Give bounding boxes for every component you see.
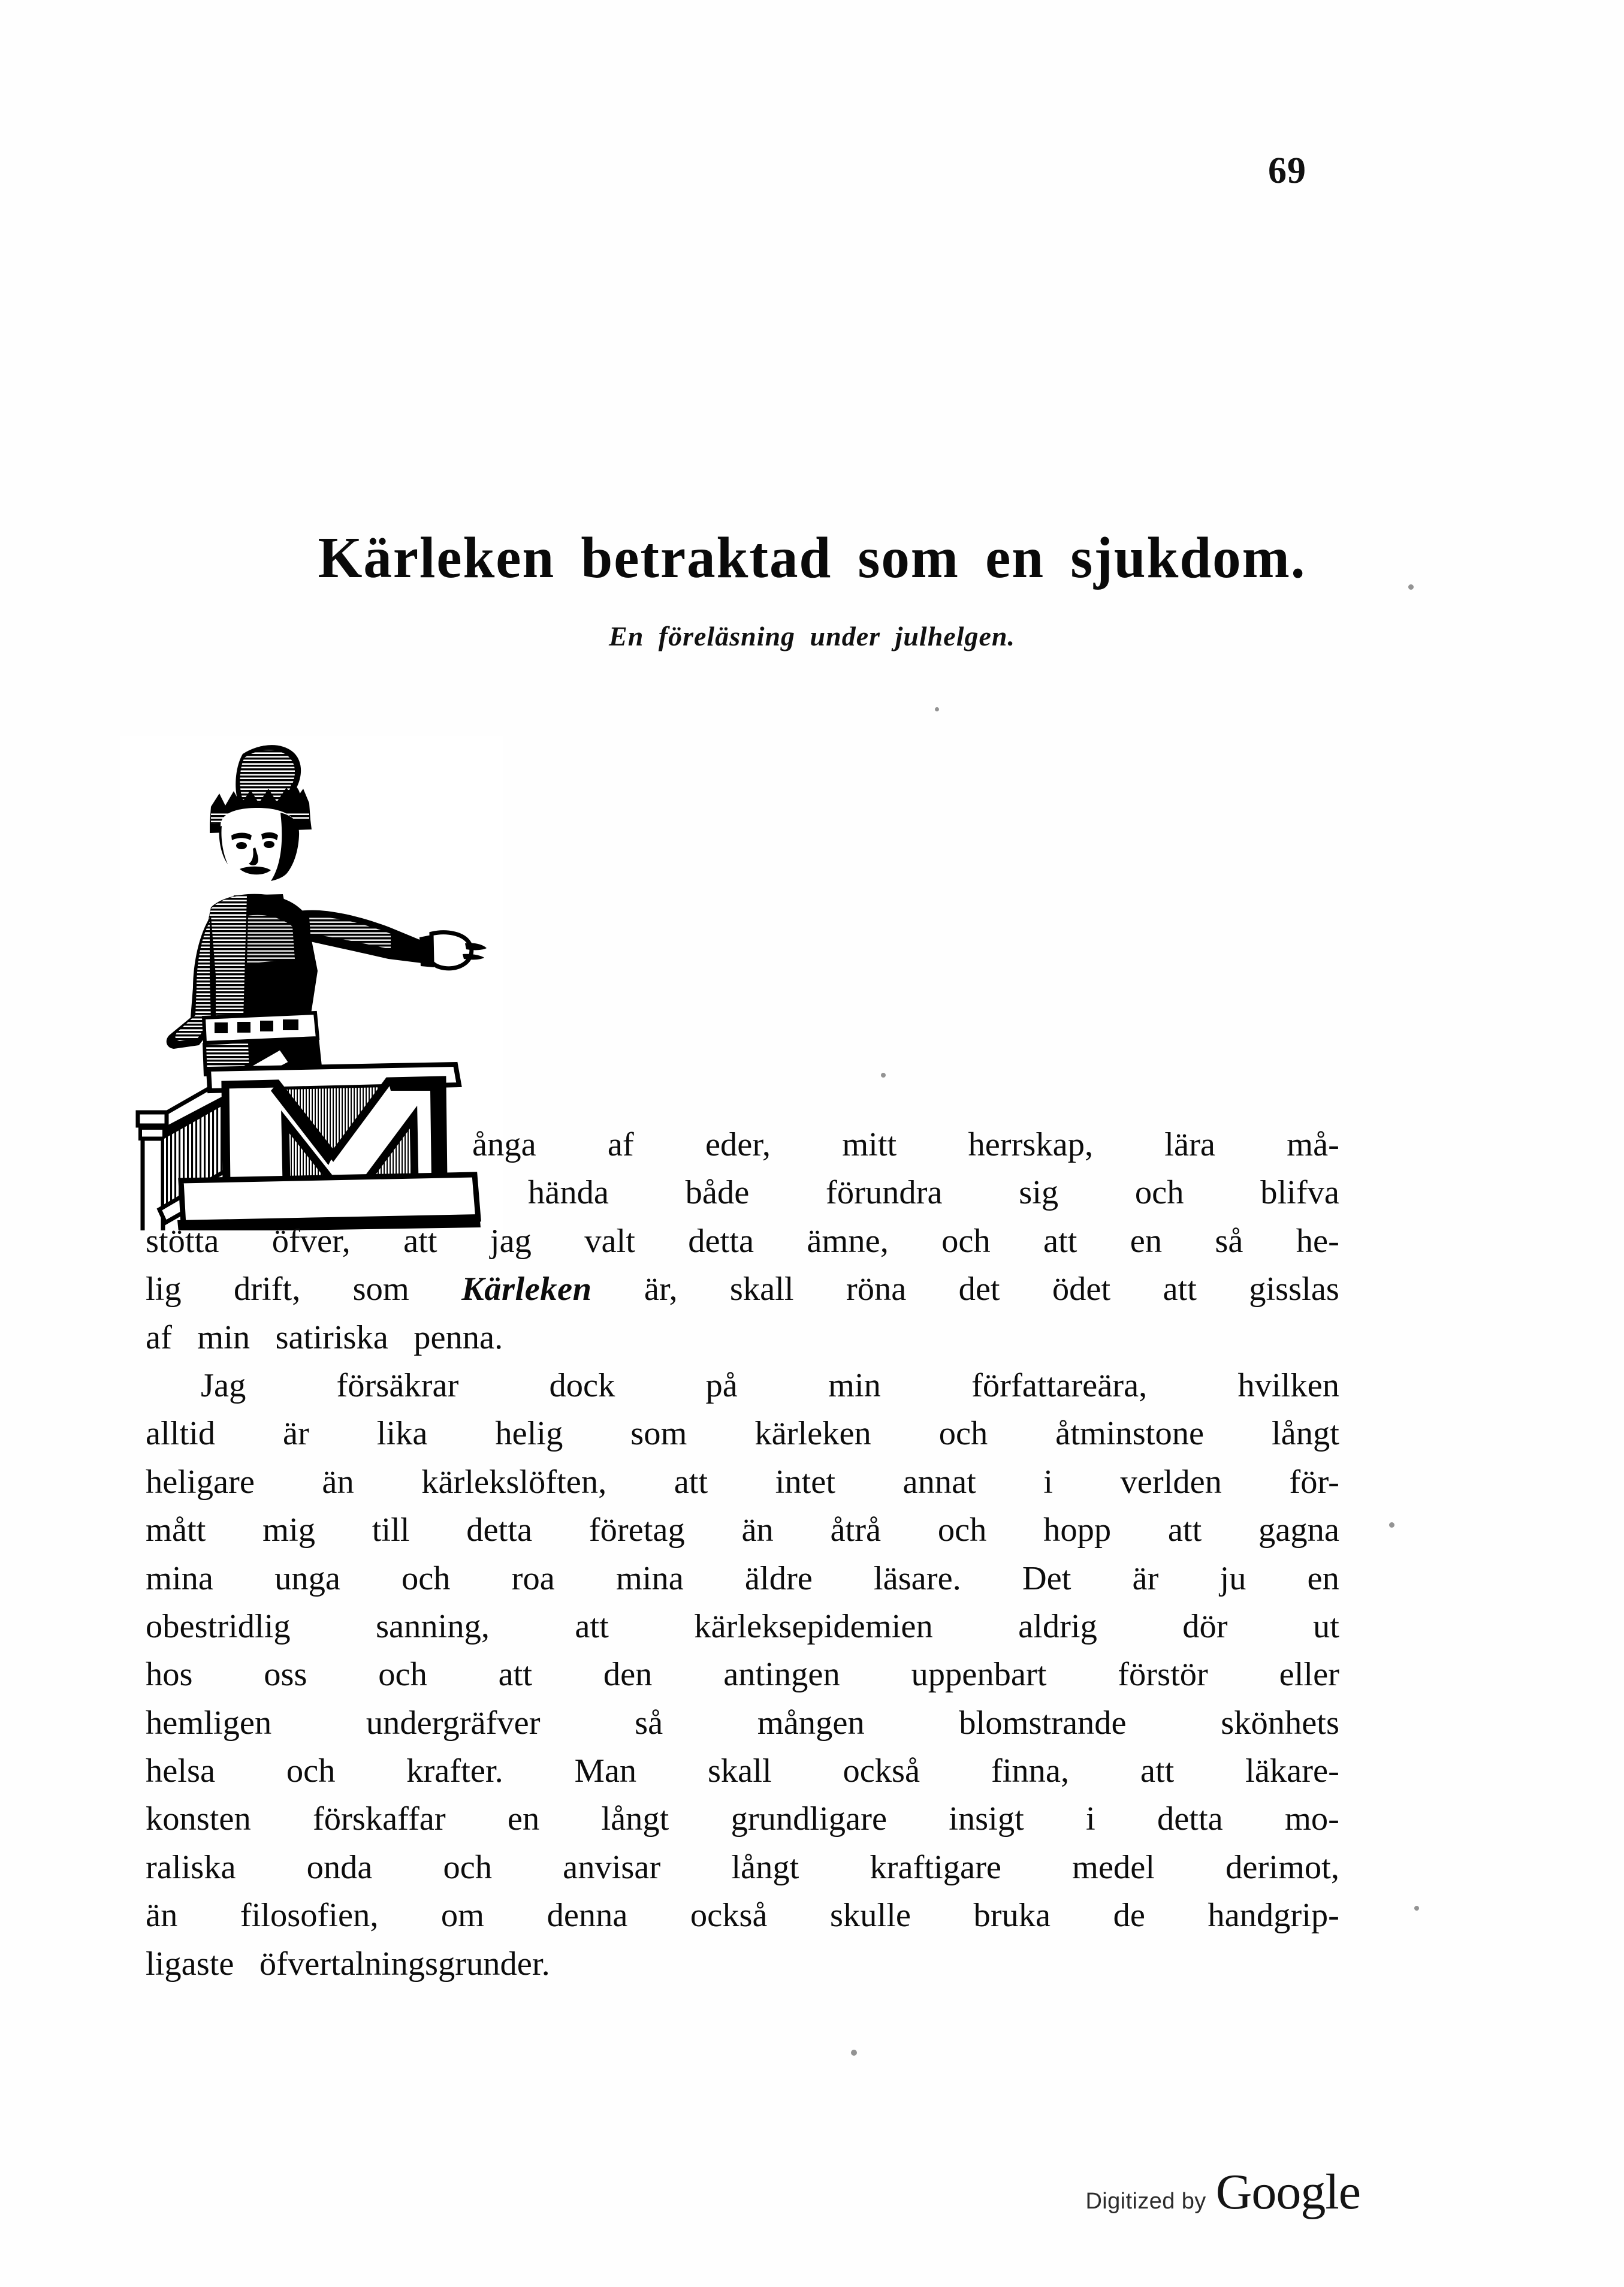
scan-speck: [1408, 584, 1414, 590]
page-subtitle: En föreläsning under julhelgen.: [609, 620, 1015, 651]
text-line: alltid är lika helig som kärleken och åtminstone långt: [146, 1415, 1339, 1453]
text-line: mina unga och roa mina äldre läsare. Det är ju en: [146, 1559, 1339, 1597]
title-block: [0, 527, 1624, 652]
text-line: hemligen undergräfver så mången blomstrande skönhets: [146, 1704, 1339, 1742]
text-line: hos oss och att den antingen uppenbart förstör eller: [146, 1656, 1339, 1694]
body-text: [146, 1121, 1339, 1988]
text-line: raliska onda och anvisar långt kraftigare medel derimot,: [146, 1848, 1339, 1886]
text-line: Jag försäkrar dock på min författareära, hvilken: [201, 1366, 1339, 1404]
scan-speck: [1414, 1906, 1419, 1911]
text-line: stötta öfver, att jag valt detta ämne, och att en så he-: [146, 1222, 1339, 1260]
text-line: heligare än kärlekslöften, att intet annat i verlden för-: [146, 1463, 1339, 1501]
digitization-watermark: [1085, 2163, 1360, 2221]
text-line: mått mig till detta företag än åtrå och hopp att gagna: [146, 1511, 1339, 1549]
scan-speck: [881, 1073, 886, 1078]
watermark-prefix: Digitized by: [1085, 2189, 1206, 2214]
google-logo-text: Google: [1215, 2164, 1360, 2220]
text-line: obestridlig sanning, att kärleksepidemien aldrig dör ut: [146, 1607, 1339, 1645]
paragraph-1: [146, 1121, 1339, 1362]
text-line: af min satiriska penna.: [146, 1319, 503, 1356]
text-line: ånga af eder, mitt herrskap, lära må-: [472, 1126, 1339, 1163]
page-title: Kärleken betraktad som en sjukdom.: [318, 526, 1306, 590]
scan-speck: [1389, 1522, 1394, 1528]
scan-speck: [935, 707, 939, 711]
text-line: än filosofien, om denna också skulle bruka de handgrip-: [146, 1897, 1339, 1935]
page-number: 69: [1268, 150, 1306, 191]
emphasis-word: Kärleken: [461, 1271, 592, 1308]
text-line: lig drift, som Kärleken är, skall röna det ödet att gisslas: [146, 1265, 1339, 1313]
text-line: hända både förundra sig och blifva: [528, 1174, 1339, 1212]
text-line: ligaste öfvertalningsgrunder.: [146, 1945, 550, 1983]
paragraph-2: [146, 1362, 1339, 1988]
text-line: konsten förskaffar en långt grundligare insigt i detta mo-: [146, 1800, 1339, 1838]
text-line: helsa och krafter. Man skall också finna, att läkare-: [146, 1752, 1339, 1790]
scan-speck: [851, 2050, 857, 2056]
